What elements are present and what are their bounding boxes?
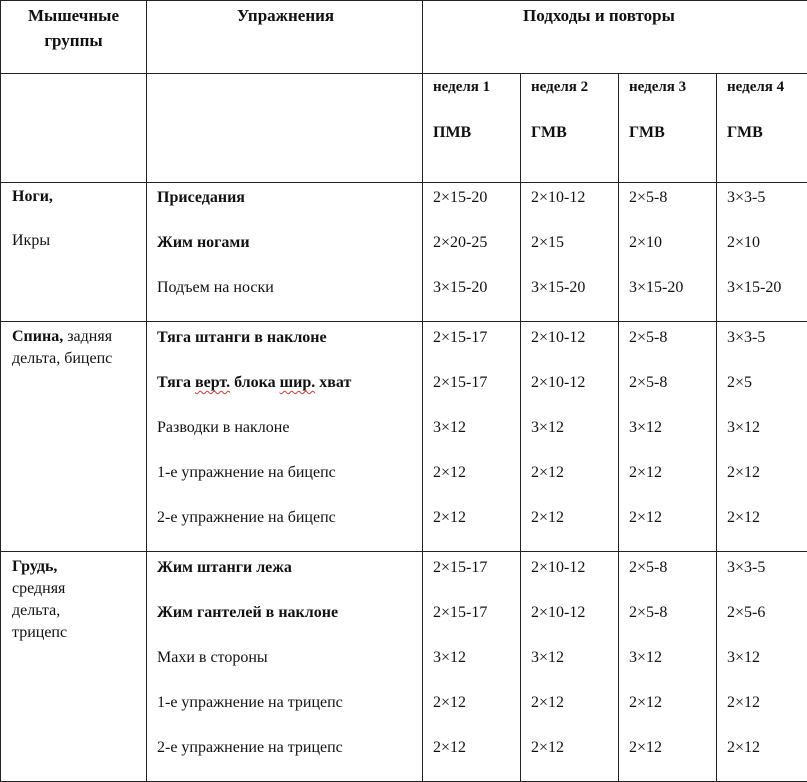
sets-value: 3×3-5: [727, 556, 807, 602]
sets-value: 2×12: [433, 692, 520, 737]
sets-value: 2×10: [629, 232, 716, 277]
header-exercises: Упражнения: [147, 1, 423, 74]
sets-value: 2×10-12: [531, 326, 618, 372]
muscle-group-line: средняя: [12, 578, 146, 600]
sets-value: 3×15-20: [727, 277, 807, 322]
exercise-name-part: хват: [315, 374, 351, 391]
sets-value: 2×12: [727, 692, 807, 737]
sets-value: 2×12: [433, 507, 520, 552]
sets-value: 2×12: [531, 737, 618, 782]
exercise-name: 1-е упражнение на бицепс: [157, 462, 422, 507]
sets-cell-week-4: [717, 552, 807, 782]
sets-cell-week-2: [521, 322, 619, 552]
header-muscle-groups-line2: группы: [44, 31, 102, 50]
exercise-name-part: Тяга: [157, 374, 195, 391]
sets-value: 2×15-17: [433, 602, 520, 647]
section-row: [1, 322, 807, 552]
sets-value: 3×3-5: [727, 326, 807, 372]
exercise-name: Подъем на носки: [157, 277, 422, 322]
sets-value: 2×5-6: [727, 602, 807, 647]
sets-value: 3×12: [531, 647, 618, 692]
exercise-name: 1-е упражнение на трицепс: [157, 692, 422, 737]
muscle-group-line: дельта, бицепс: [12, 348, 146, 370]
sets-value: 2×10-12: [531, 372, 618, 417]
sets-cell-week-1: [423, 322, 521, 552]
sets-value: 2×10-12: [531, 602, 618, 647]
week-header-2: [521, 74, 619, 183]
exercise-name-part: блока: [230, 374, 280, 391]
muscle-group-line: [12, 326, 146, 348]
week-name: неделя 2: [531, 78, 618, 96]
sets-value: 2×5-8: [629, 326, 716, 372]
header-muscle-groups: [1, 1, 147, 74]
sets-value: 2×20-25: [433, 232, 520, 277]
sets-value: 2×5: [727, 372, 807, 417]
exercise-name: Жим штанги лежа: [157, 556, 422, 602]
sets-value: 3×12: [727, 647, 807, 692]
sets-value: 2×12: [531, 692, 618, 737]
week-name: неделя 4: [727, 78, 807, 96]
exercise-name: [157, 372, 422, 417]
sets-value: 2×12: [433, 737, 520, 782]
sets-cell-week-2: [521, 183, 619, 322]
exercises-cell: [147, 183, 423, 322]
sets-value: 2×12: [531, 462, 618, 507]
week-type: ГМВ: [629, 124, 716, 142]
sets-value: 2×12: [629, 692, 716, 737]
sets-value: 3×15-20: [433, 277, 520, 322]
sets-value: 2×12: [727, 737, 807, 782]
muscle-group-cell: [1, 183, 147, 322]
sets-value: 3×12: [433, 417, 520, 462]
exercise-name: Махи в стороны: [157, 647, 422, 692]
sets-value: 2×12: [531, 507, 618, 552]
sets-value: 3×12: [433, 647, 520, 692]
sets-value: 2×15-20: [433, 186, 520, 232]
exercise-name-part: верт.: [195, 374, 230, 391]
muscle-group-cell: [1, 552, 147, 782]
week-header-4: [717, 74, 807, 183]
sets-value: 2×5-8: [629, 556, 716, 602]
week-name: неделя 1: [433, 78, 520, 96]
sets-value: 3×12: [727, 417, 807, 462]
sets-cell-week-1: [423, 552, 521, 782]
sets-cell-week-3: [619, 183, 717, 322]
sets-value: 2×15-17: [433, 372, 520, 417]
week-name: неделя 3: [629, 78, 716, 96]
week-header-1: [423, 74, 521, 183]
exercise-name: Жим ногами: [157, 232, 422, 277]
muscle-group-line: Грудь,: [12, 556, 146, 578]
week-type: ГМВ: [531, 124, 618, 142]
week-header-3: [619, 74, 717, 183]
sets-value: 2×15-17: [433, 326, 520, 372]
muscle-group-line: дельта,: [12, 600, 146, 622]
muscle-group-line: [12, 208, 146, 230]
sets-cell-week-4: [717, 322, 807, 552]
sets-value: 2×10: [727, 232, 807, 277]
exercises-cell: [147, 552, 423, 782]
sets-value: 3×15-20: [531, 277, 618, 322]
weeks-row: [1, 74, 807, 183]
week-type: ГМВ: [727, 124, 807, 142]
weeks-blank-cell-2: [147, 74, 423, 183]
exercise-name-part: шир.: [280, 374, 316, 391]
sets-cell-week-1: [423, 183, 521, 322]
weeks-blank-cell-1: [1, 74, 147, 183]
sets-value: 2×10-12: [531, 556, 618, 602]
exercise-name: Приседания: [157, 186, 422, 232]
sets-value: 2×10-12: [531, 186, 618, 232]
sets-value: 2×12: [629, 462, 716, 507]
exercises-cell: [147, 322, 423, 552]
muscle-group-rest: задняя: [63, 328, 112, 345]
sets-cell-week-3: [619, 322, 717, 552]
muscle-group-cell: [1, 322, 147, 552]
muscle-group-line: Ноги,: [12, 186, 146, 208]
sets-value: 2×12: [727, 507, 807, 552]
section-row: [1, 183, 807, 322]
sets-cell-week-2: [521, 552, 619, 782]
header-row: [1, 1, 807, 74]
muscle-group-bold: Спина,: [12, 328, 63, 345]
header-sets-reps: Подходы и повторы: [423, 1, 807, 74]
section-row: [1, 552, 807, 782]
sets-cell-week-3: [619, 552, 717, 782]
header-muscle-groups-line1: Мышечные: [28, 6, 119, 25]
muscle-group-line: Икры: [12, 230, 146, 252]
sets-value: 2×15-17: [433, 556, 520, 602]
sets-value: 3×3-5: [727, 186, 807, 232]
muscle-group-line: трицепс: [12, 622, 146, 644]
sets-value: 2×5-8: [629, 186, 716, 232]
sets-value: 2×15: [531, 232, 618, 277]
sets-value: 2×12: [629, 507, 716, 552]
sets-value: 2×5-8: [629, 602, 716, 647]
exercise-name: 2-е упражнение на бицепс: [157, 507, 422, 552]
sets-value: 2×12: [433, 462, 520, 507]
sets-value: 3×12: [629, 647, 716, 692]
week-type: ПМВ: [433, 124, 520, 142]
sets-value: 2×5-8: [629, 372, 716, 417]
sets-value: 3×12: [531, 417, 618, 462]
sets-value: 2×12: [629, 737, 716, 782]
sets-value: 3×15-20: [629, 277, 716, 322]
exercise-name: 2-е упражнение на трицепс: [157, 737, 422, 782]
exercise-name: Жим гантелей в наклоне: [157, 602, 422, 647]
sets-value: 2×12: [727, 462, 807, 507]
sets-value: 3×12: [629, 417, 716, 462]
sets-cell-week-4: [717, 183, 807, 322]
exercise-name: Тяга штанги в наклоне: [157, 326, 422, 372]
exercise-name: Разводки в наклоне: [157, 417, 422, 462]
